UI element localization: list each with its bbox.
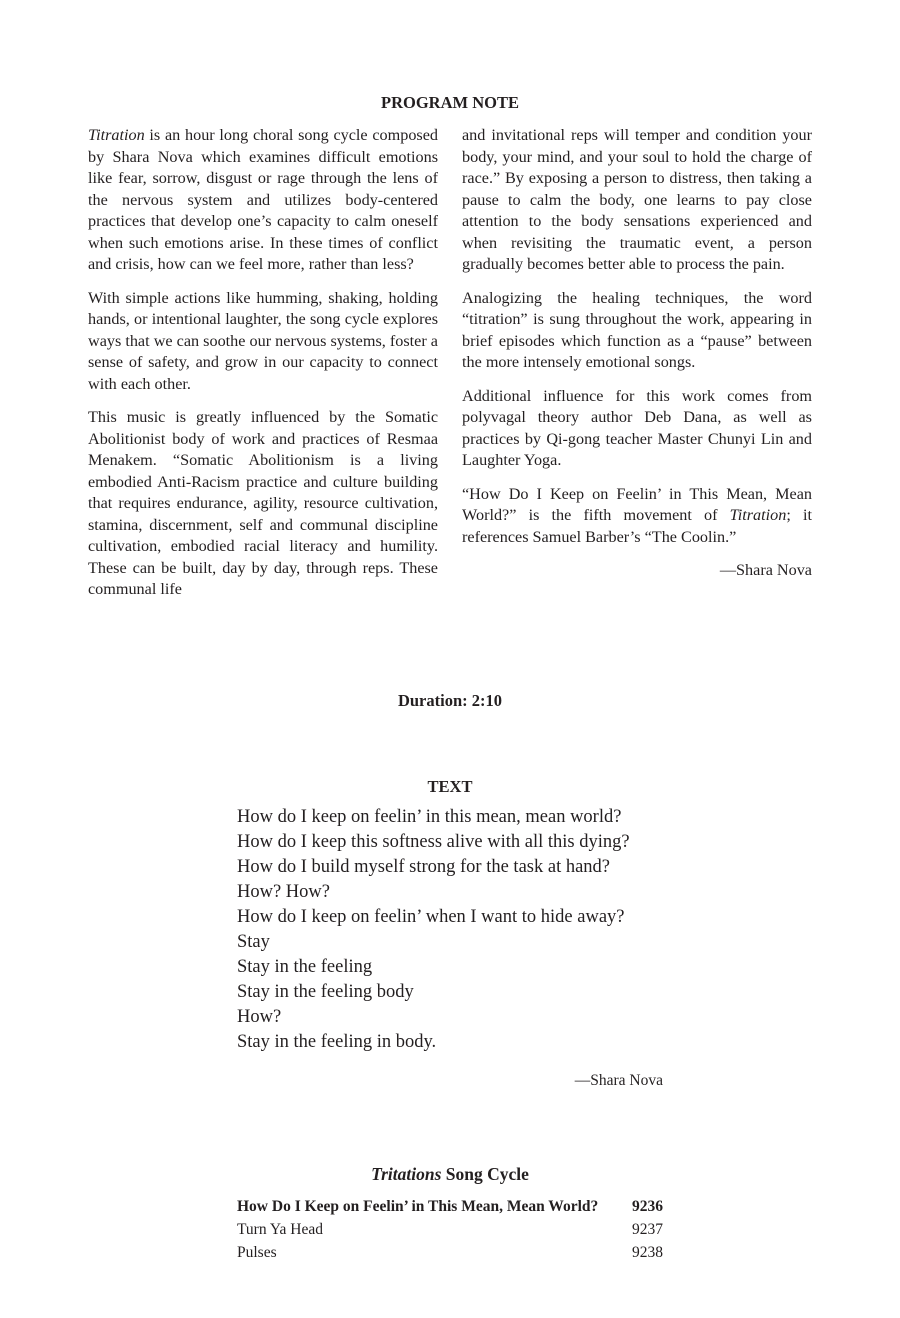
song-cycle-item — [237, 1241, 663, 1264]
paragraph-1 — [88, 125, 438, 276]
song-cycle-item — [237, 1195, 663, 1218]
program-note-body — [88, 125, 812, 613]
paragraph-6-after: ; it references Samuel Barber’s “The Coolin.” — [462, 506, 812, 546]
duration: Duration: 2:10 — [397, 691, 503, 710]
paragraph-1-text: is an hour long choral song cycle composed by Shara Nova which examines difficult emotions like fear, sorrow, disgust or rage through the lens of the nervous system and utilizes body-centered practices that develop one’s capacity to calm oneself when such emotions arise. In these times of conflict and crisis, how can we feel more, rather than less? — [88, 126, 438, 273]
lyric-line: How? — [237, 1007, 282, 1027]
paragraph-6 — [462, 484, 812, 549]
lyric-line: Stay in the feeling — [237, 957, 373, 977]
song-title: How Do I Keep on Feelin’ in This Mean, Mean World? — [237, 1198, 599, 1215]
paragraph-6-before: “How Do I Keep on Feelin’ in This Mean, Mean World?” is the fifth movement of — [462, 484, 812, 524]
paragraph-2: With simple actions like humming, shaking, holding hands, or intentional laughter, the song cycle explores ways that we can soothe our nervous systems, foster a sense of safety, and grow in our capacity to connect with each other. — [88, 288, 438, 393]
work-title: Titration — [88, 126, 145, 144]
catalog-number: 9238 — [632, 1244, 663, 1261]
paragraph-3-continued: and invitational reps will temper and condition your body, your mind, and your soul to hold the charge of race.” By exposing a person to distress, then taking a pause to calm the body, one learns to pay close attention to the body sensations experienced and when revisiting the traumatic event, a person gradually becomes better able to process the pain. — [462, 126, 812, 273]
lyric-line: How? How? — [237, 882, 330, 902]
lyric-line: Stay — [237, 932, 270, 952]
program-note-heading: PROGRAM NOTE — [381, 93, 519, 112]
lyric-line: Stay in the feeling in body. — [237, 1032, 437, 1052]
song-cycle-title: Tritations — [371, 1164, 442, 1184]
work-title: Titration — [729, 506, 787, 524]
paragraph-3: This music is greatly influenced by the Somatic Abolitionist body of work and practices of Resmaa Menakem. “Somatic Abolitionism is a living embodied Anti-Racism practice and culture building that requires endurance, agility, resource cultivation, stamina, discernment, self and communal discipline cultivation, embodied racial literacy and humility. These can be built, day by day, through reps. These communal life — [88, 408, 438, 598]
right-column — [462, 125, 812, 613]
lyrics-signature: —Shara Nova — [574, 1072, 663, 1089]
catalog-number: 9236 — [632, 1198, 663, 1215]
lyric-line: How do I keep on feelin’ in this mean, mean world? — [237, 807, 622, 827]
catalog-number: 9237 — [632, 1221, 663, 1238]
lyric-line: How do I keep on feelin’ when I want to hide away? — [237, 907, 625, 927]
paragraph-4: Analogizing the healing techniques, the word “titration” is sung throughout the work, appearing in brief episodes which function as a “pause” between the more intensely emotional songs. — [462, 288, 812, 371]
song-cycle-list — [237, 1195, 663, 1264]
text-heading: TEXT — [427, 777, 473, 796]
program-note-signature: —Shara Nova — [719, 561, 812, 579]
song-cycle-heading — [0, 1164, 900, 1185]
lyric-line: How do I keep this softness alive with all this dying? — [237, 832, 630, 852]
lyrics — [237, 805, 667, 1055]
song-title: Turn Ya Head — [237, 1221, 323, 1238]
song-title: Pulses — [237, 1244, 277, 1261]
lyric-line: Stay in the feeling body — [237, 982, 414, 1002]
left-column — [88, 125, 438, 613]
paragraph-5: Additional influence for this work comes from polyvagal theory author Deb Dana, as well as practices by Qi-gong teacher Master Chunyi Lin and Laughter Yoga. — [462, 386, 812, 469]
song-cycle-item — [237, 1218, 663, 1241]
lyric-line: How do I build myself strong for the task at hand? — [237, 857, 611, 877]
song-cycle-title-rest: Song Cycle — [441, 1164, 529, 1184]
